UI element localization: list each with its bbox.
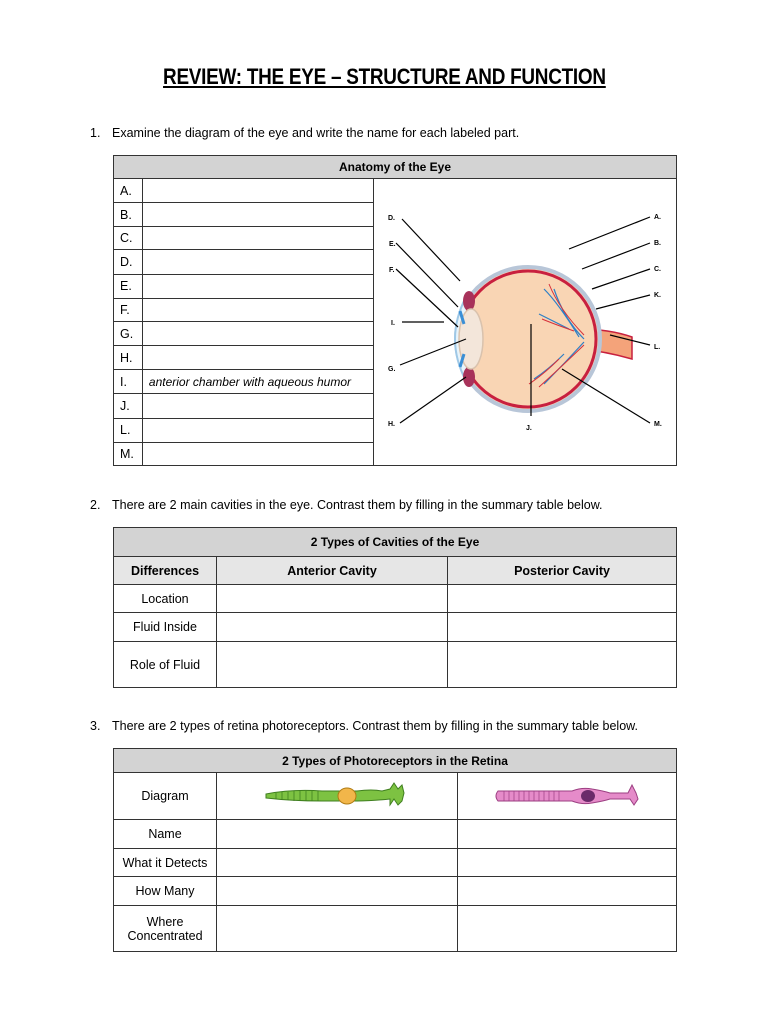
answer-cell[interactable]: [448, 642, 677, 688]
row-label-role-of-fluid: Role of Fluid: [114, 642, 217, 688]
header-anterior-cavity: Anterior Cavity: [217, 557, 448, 585]
answer-cell[interactable]: [458, 820, 677, 849]
row-label: M.: [114, 442, 143, 465]
answer-cell-prefilled[interactable]: anterior chamber with aqueous humor: [142, 370, 373, 394]
diagram-label-a: A.: [653, 214, 661, 221]
cone-diagram-cell: [217, 773, 458, 820]
question-number: 2.: [90, 498, 101, 512]
row-label: A.: [114, 179, 143, 203]
diagram-label-e: E.: [388, 241, 396, 248]
page-title-wrap: [0, 64, 768, 90]
photoreceptors-table: [113, 748, 677, 952]
cavities-table-title: 2 Types of Cavities of the Eye: [114, 528, 677, 557]
question-text: There are 2 types of retina photoreceptors. Contrast them by filling in the summary table below.: [112, 719, 638, 733]
question-text: There are 2 main cavities in the eye. Contrast them by filling in the summary table below.: [112, 498, 603, 512]
anatomy-table-title: Anatomy of the Eye: [114, 156, 677, 179]
answer-cell[interactable]: [142, 321, 373, 345]
answer-cell[interactable]: [458, 906, 677, 952]
row-label: G.: [114, 321, 143, 345]
answer-cell[interactable]: [217, 849, 458, 877]
row-label-how-many: How Many: [114, 877, 217, 906]
answer-cell[interactable]: [142, 250, 373, 274]
ciliary-body-bottom: [463, 367, 475, 387]
answer-cell[interactable]: [217, 585, 448, 613]
answer-cell[interactable]: [142, 418, 373, 442]
diagram-label-l: L.: [653, 344, 661, 351]
diagram-label-j: J.: [525, 425, 532, 432]
row-label-diagram: Diagram: [114, 773, 217, 820]
row-label-where-concentrated: Where Concentrated: [114, 906, 217, 952]
question-2: [90, 498, 603, 512]
diagram-label-i: I.: [390, 320, 395, 327]
diagram-label-g: G.: [387, 366, 396, 373]
diagram-label-d: D.: [387, 215, 395, 222]
diagram-label-k: K.: [653, 292, 661, 299]
header-posterior-cavity: Posterior Cavity: [448, 557, 677, 585]
answer-cell[interactable]: [217, 820, 458, 849]
row-label: D.: [114, 250, 143, 274]
answer-cell[interactable]: [142, 298, 373, 321]
answer-cell[interactable]: [448, 585, 677, 613]
diagram-label-h: H.: [387, 421, 395, 428]
answer-cell[interactable]: [217, 642, 448, 688]
row-label: F.: [114, 298, 143, 321]
answer-cell[interactable]: [142, 227, 373, 250]
rod-diagram-cell: [458, 773, 677, 820]
row-label: L.: [114, 418, 143, 442]
row-label: C.: [114, 227, 143, 250]
answer-cell[interactable]: [217, 877, 458, 906]
row-label: J.: [114, 394, 143, 418]
ciliary-body-top: [463, 291, 475, 311]
row-label: E.: [114, 274, 143, 298]
row-label-fluid-inside: Fluid Inside: [114, 613, 217, 642]
diagram-label-m: M.: [653, 421, 662, 428]
anatomy-table: [113, 155, 677, 466]
rod-cell-icon: [492, 779, 642, 813]
header-differences: Differences: [114, 557, 217, 585]
question-number: 1.: [90, 126, 101, 140]
question-3: [90, 719, 638, 733]
answer-cell[interactable]: [142, 442, 373, 465]
answer-cell[interactable]: [458, 849, 677, 877]
answer-cell[interactable]: [448, 613, 677, 642]
answer-cell[interactable]: [217, 906, 458, 952]
page-title: REVIEW: THE EYE – STRUCTURE AND FUNCTION: [162, 64, 606, 89]
row-label-what-it-detects: What it Detects: [114, 849, 217, 877]
cone-cell-icon: [262, 779, 412, 813]
row-label: H.: [114, 346, 143, 370]
answer-cell[interactable]: [458, 877, 677, 906]
row-label: I.: [114, 370, 143, 394]
answer-cell[interactable]: [217, 613, 448, 642]
diagram-label-b: B.: [653, 240, 661, 247]
row-label-location: Location: [114, 585, 217, 613]
answer-cell[interactable]: [142, 274, 373, 298]
question-number: 3.: [90, 719, 101, 733]
answer-cell[interactable]: [142, 346, 373, 370]
question-1: [90, 126, 519, 140]
eye-diagram: [374, 179, 676, 465]
answer-cell[interactable]: [142, 179, 373, 203]
eye-diagram-cell: [373, 179, 676, 466]
diagram-label-c: C.: [653, 266, 661, 273]
diagram-label-f: F.: [388, 267, 395, 274]
answer-cell[interactable]: [142, 203, 373, 227]
photoreceptors-table-title: 2 Types of Photoreceptors in the Retina: [114, 749, 677, 773]
answer-cell[interactable]: [142, 394, 373, 418]
row-label-name: Name: [114, 820, 217, 849]
question-text: Examine the diagram of the eye and write the name for each labeled part.: [112, 126, 520, 140]
row-label: B.: [114, 203, 143, 227]
cavities-table: [113, 527, 677, 688]
